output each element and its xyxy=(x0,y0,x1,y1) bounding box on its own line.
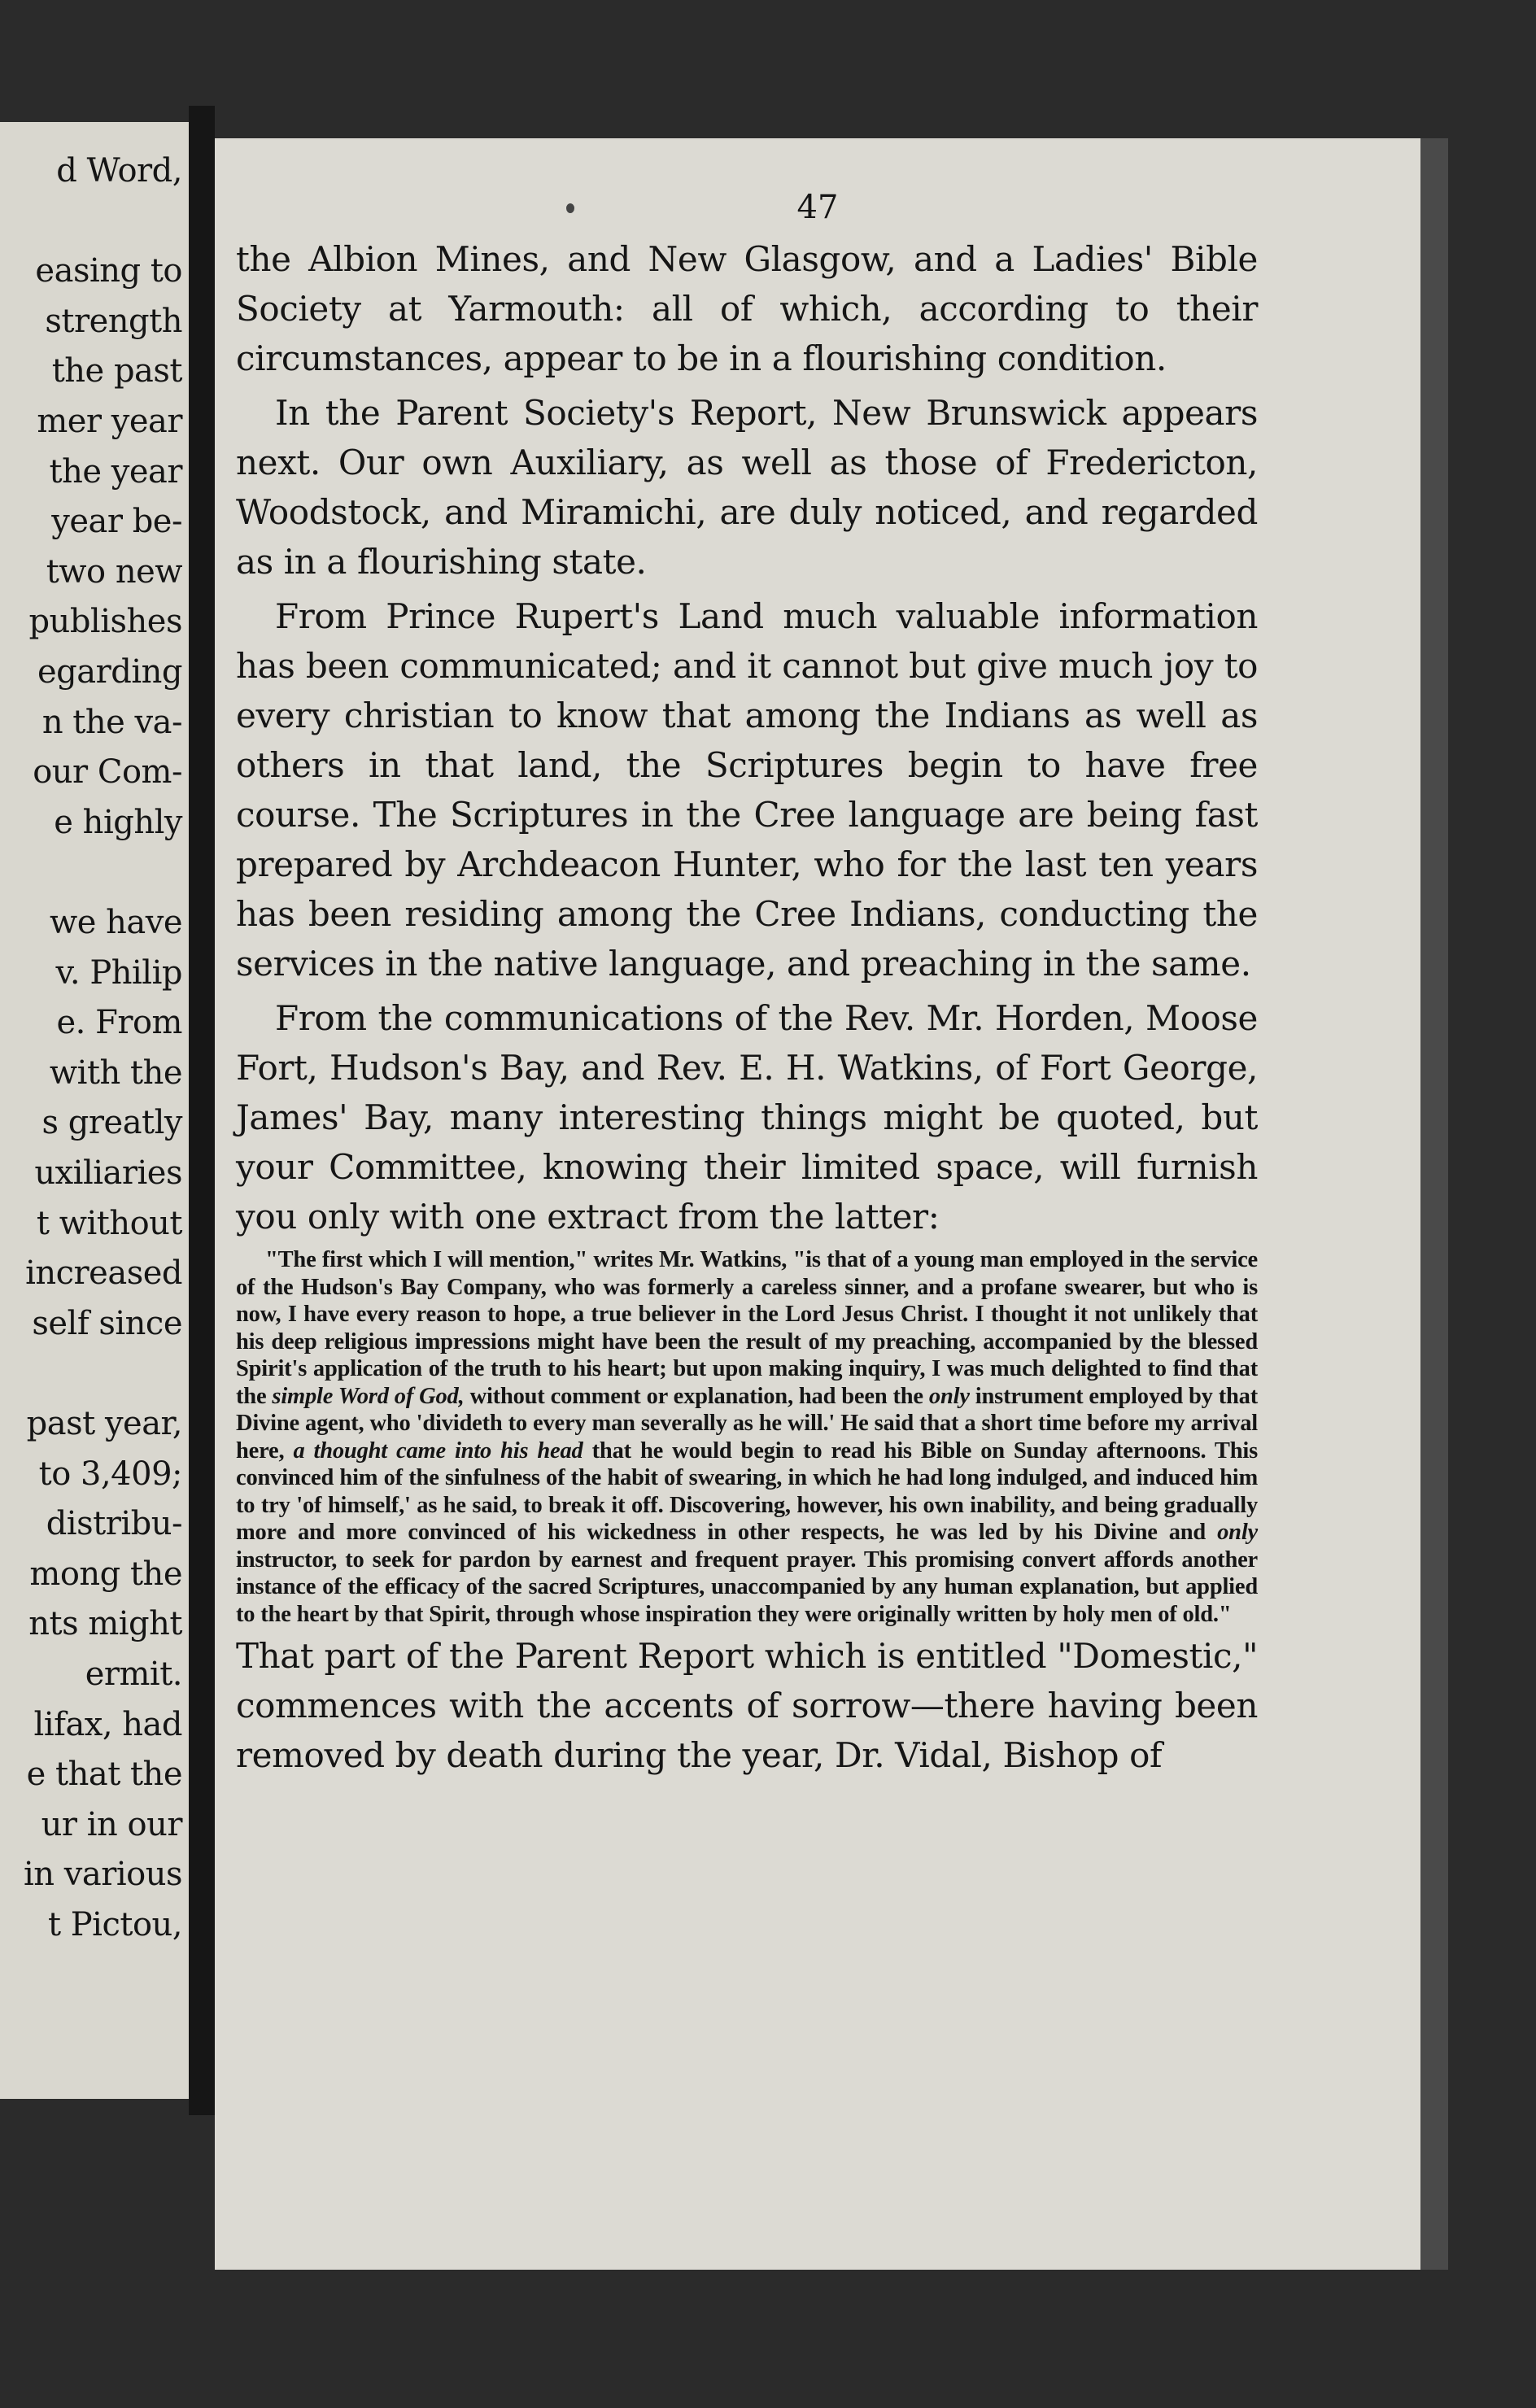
left-page-line: in various xyxy=(24,1856,182,1894)
left-page-line: increased xyxy=(25,1254,182,1293)
quote-emphasis: only xyxy=(1217,1520,1258,1545)
left-page-line: the past xyxy=(51,352,182,390)
paragraph-domestic: That part of the Parent Report which is entitled "Domestic," commences with the accents of sorrow—there having been removed by death during the year, Dr. Vidal, Bishop of xyxy=(236,1636,1258,1775)
left-page-line: t Pictou, xyxy=(47,1906,182,1943)
quote-text: that he would begin to read his Bible on Sunday afternoons. This convinced him of the sinfulness of the habit of swearing, in which he had long indulged, and induced him to try 'of himself,' as he said, to break it off. Discovering, however, his own inability, and being gradually more and more convinced of his wickedness in other respects, he was led by his Divine and xyxy=(236,1437,1258,1545)
left-page-line: n the va- xyxy=(41,703,182,741)
left-page-line: e that the xyxy=(26,1756,182,1794)
left-page-line: our Com- xyxy=(33,753,182,792)
left-page-line: uxiliaries xyxy=(34,1154,182,1192)
left-page-line: we have xyxy=(49,904,182,941)
right-page xyxy=(215,138,1420,2270)
left-page-line: with the xyxy=(49,1054,182,1092)
page-body xyxy=(236,234,1258,1785)
left-page-line: to 3,409; xyxy=(38,1455,182,1493)
quote-text: instructor, to seek for pardon by earnest and frequent prayer. This promising convert affords another instance of the efficacy of the sacred Scriptures, unaccompanied by any human explanation, but applied to the heart by that Spirit, through whose inspiration they were originally written by holy men of old." xyxy=(236,1546,1258,1627)
left-page-line: ermit. xyxy=(85,1656,182,1693)
left-page-line: nts might xyxy=(28,1605,182,1643)
left-page-line: publishes xyxy=(28,603,182,641)
left-page-line: ur in our xyxy=(41,1805,182,1843)
left-page-line: mer year xyxy=(37,403,182,440)
paragraph-prince-ruperts-land: From Prince Rupert's Land much valuable information has been communicated; and it cannot but give much joy to every christian to know that among the Indians as well as others in that land, the Scriptures begin to have free course. The Scriptures in the Cree language are being fast prepared by Archdeacon Hunter, who for the last ten years has been residing among the Cree Indians, conducting the services in the native language, and preaching in the same. xyxy=(236,596,1258,984)
left-page-line: year be- xyxy=(51,503,182,541)
left-page-line: past year, xyxy=(26,1405,182,1442)
left-page-line: s greatly xyxy=(41,1104,182,1142)
quote-text: without comment or explanation, had been the xyxy=(464,1383,929,1409)
left-page-line: the year xyxy=(49,452,182,491)
paragraph-communications: From the communications of the Rev. Mr. Horden, Moose Fort, Hudson's Bay, and Rev. E. H. Watkins, of Fort George, James' Bay, many interesting things might be quoted, but your Committee, knowing their limited space, will furnish you only with one extract from the latter: xyxy=(236,998,1258,1237)
page-edge-shadow xyxy=(1420,138,1448,2270)
left-page-line: distribu- xyxy=(46,1505,182,1543)
left-page-line: d Word, xyxy=(56,152,182,190)
quote-emphasis: a thought came into his head xyxy=(293,1437,583,1464)
left-page xyxy=(0,122,189,2099)
left-page-line: egarding xyxy=(37,653,182,691)
left-page-line: t without xyxy=(36,1204,182,1242)
left-page-line: two new xyxy=(46,552,182,591)
quote-text: instrument employed by that Divine agent, who 'divideth to every man severally as he will.' He said that a short time before my arrival here, xyxy=(236,1383,1258,1464)
watkins-extract xyxy=(236,1246,1258,1628)
left-page-line: self since xyxy=(32,1304,182,1342)
quote-emphasis: simple Word of God, xyxy=(272,1383,465,1409)
quote-emphasis: only xyxy=(928,1383,970,1409)
page-number: 47 xyxy=(796,189,839,226)
left-page-line: lifax, had xyxy=(33,1705,182,1743)
paragraph-continuation: the Albion Mines, and New Glasgow, and a Ladies' Bible Society at Yarmouth: all of which, according to their circumstances, appear to be in a flourishing condition. xyxy=(236,239,1258,378)
paragraph-new-brunswick: In the Parent Society's Report, New Brunswick appears next. Our own Auxiliary, as well as those of Fredericton, Woodstock, and Miramichi, are duly noticed, and regarded as in a flourishing state. xyxy=(236,393,1258,582)
left-page-line: e. From xyxy=(56,1004,182,1042)
left-page-line: easing to xyxy=(35,252,182,290)
left-page-line: e highly xyxy=(54,803,182,841)
quote-text: "The first which I will mention," writes Mr. Watkins, "is that of a young man employed in the service of the Hudson's Bay Company, who was formerly a careless sinner, and a profane swearer, but who is now, I have every reason to hope, a true believer in the Lord Jesus Christ. I thought it not unlikely that his deep religious impressions might have been the result of my preaching, accompanied by the blessed Spirit's application of the truth to his heart; but upon making inquiry, I was much delighted to find that the xyxy=(236,1247,1258,1409)
left-page-line: v. Philip xyxy=(55,953,182,992)
book-gutter xyxy=(189,106,215,2115)
left-page-line: strength xyxy=(45,302,182,340)
left-page-line: mong the xyxy=(29,1555,182,1593)
